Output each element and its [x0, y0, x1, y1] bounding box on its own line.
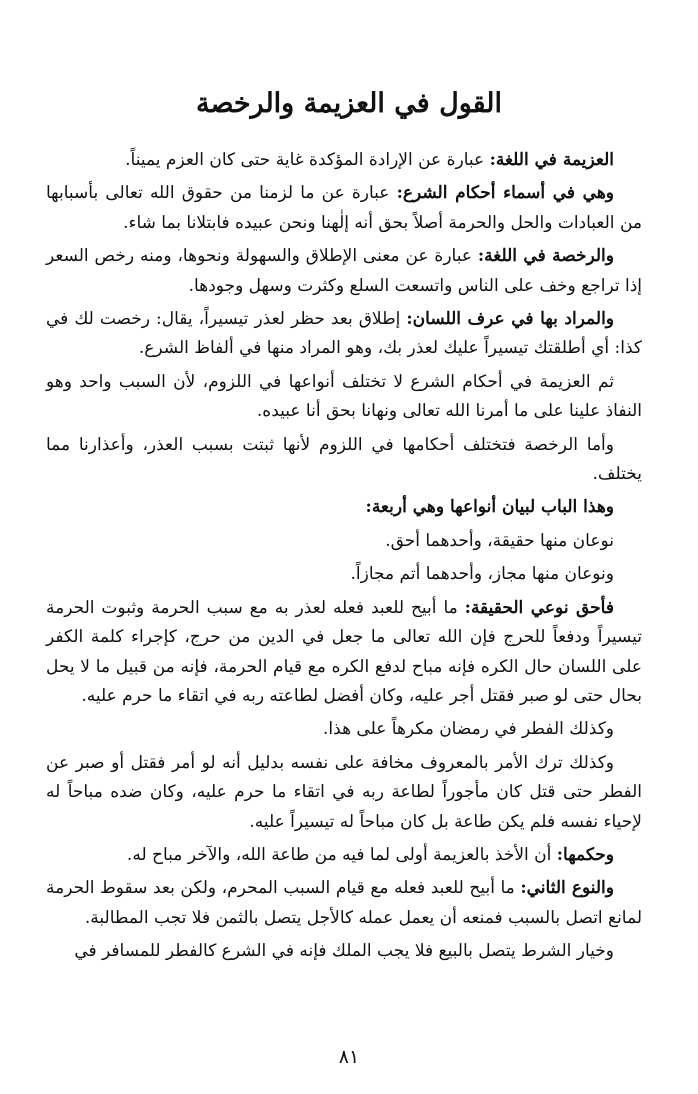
paragraph-text: ونوعان منها مجاز، وأحدهما أتم مجازاً.: [350, 564, 614, 585]
paragraph-lead: والرخصة في اللغة:: [477, 246, 614, 267]
paragraph: [46, 937, 642, 966]
paragraph: [46, 146, 642, 175]
paragraph: [46, 715, 642, 744]
paragraph-text: ما أبيح للعبد فعله لعذر به مع سبب الحرمة وثبوت الحرمة تيسيراً ودفعاً للحرج فإن الله تعالى ما جعل في الدين من حرج، كإجراء كلمة الكفر على اللسان حال الكره فإنه مباح لدفع الكره مع قيام الحرمة، فإنه من قبيل ما لا يحل بحال حتى لو صبر فقتل أجر عليه، وكان أفضل لطاعته ربه في اتقاء ما حرم عليه.: [46, 597, 642, 706]
paragraph-lead: وحكمها:: [556, 844, 614, 865]
paragraph: [46, 431, 642, 490]
paragraph-text: وكذلك الفطر في رمضان مكرهاً على هذا.: [323, 719, 614, 740]
paragraph-lead: والنوع الثاني:: [520, 878, 614, 899]
paragraph-text: وخيار الشرط يتصل بالبيع فلا يجب الملك فإنه في الشرع كالفطر للمسافر في: [74, 941, 614, 962]
paragraph-lead: وهذا الباب لبيان أنواعها وهي أربعة:: [365, 497, 614, 518]
paragraph: [46, 179, 642, 238]
paragraph: [46, 242, 642, 301]
paragraph-text: ما أبيح للعبد فعله مع قيام السبب المحرم، ولكن بعد سقوط الحرمة لمانع اتصل بالسبب فمنعه أن يعمل عمله كالأجل يتصل بالثمن فلا تجب المطالبة.: [46, 878, 642, 928]
paragraph-text: إطلاق بعد حظر لعذر تيسيراً، يقال: رخصت لك في كذا: أي أطلقتك تيسيراً عليك لعذر بك، وهو المراد منها في ألفاظ الشرع.: [46, 309, 642, 359]
paragraph-text: ثم العزيمة في أحكام الشرع لا تختلف أنواعها في اللزوم، لأن السبب واحد وهو النفاذ علينا على ما أمرنا الله تعالى ونهانا بحق أنا عبيده.: [46, 371, 642, 422]
paragraph-text: نوعان منها حقيقة، وأحدهما أحق.: [385, 530, 614, 551]
paragraph: [46, 527, 642, 556]
paragraph: [46, 493, 642, 522]
paragraph: [46, 749, 642, 837]
paragraph: [46, 560, 642, 589]
paragraph: [46, 874, 642, 933]
paragraph-text: عبارة عن الإرادة المؤكدة غاية حتى كان العزم يميناً.: [125, 150, 490, 170]
paragraph-lead: والمراد بها في عرف اللسان:: [406, 309, 614, 330]
paragraph-lead: فأحق نوعي الحقيقة:: [464, 597, 614, 618]
paragraph-lead: العزيمة في اللغة:: [489, 150, 614, 170]
paragraph: [46, 594, 642, 712]
page-number: ٨١: [338, 1046, 360, 1068]
body-text: [46, 146, 642, 971]
paragraph: [46, 368, 642, 427]
paragraph-text: عبارة عن معنى الإطلاق والسهولة ونحوها، ومنه رخص السعر إذا تراجع وخف على الناس واتسعت السلع وكثرت وسهل وجودها.: [46, 246, 642, 296]
paragraph-text: وكذلك ترك الأمر بالمعروف مخافة على نفسه بدليل أنه لو أمر فقتل أو صبر عن الفطر حتى قتل كان مأجوراً لطاعة ربه في اتقاء ما حرم عليه، وكان ضده مباحاً له لإحياء نفسه فلم يكن طاعة بل كان مباحاً له تيسيراً عليه.: [46, 752, 642, 832]
paragraph-text: أن الأخذ بالعزيمة أولى لما فيه من طاعة الله، والآخر مباح له.: [126, 844, 557, 865]
paragraph-text: عبارة عن ما لزمنا من حقوق الله تعالى بأسبابها من العبادات والحل والحرمة أصلاً بحق أنه إلٰهنا ونحن عبيده فابتلانا بما شاء.: [46, 183, 642, 233]
paragraph: [46, 305, 642, 364]
paragraph-lead: وهي في أسماء أحكام الشرع:: [396, 183, 614, 204]
paragraph-text: وأما الرخصة فتختلف أحكامها في اللزوم لأنها ثبتت بسبب العذر، وأعذارنا مما يختلف.: [46, 434, 642, 485]
page-title: القول في العزيمة والرخصة: [195, 88, 503, 119]
paragraph: [46, 841, 642, 870]
